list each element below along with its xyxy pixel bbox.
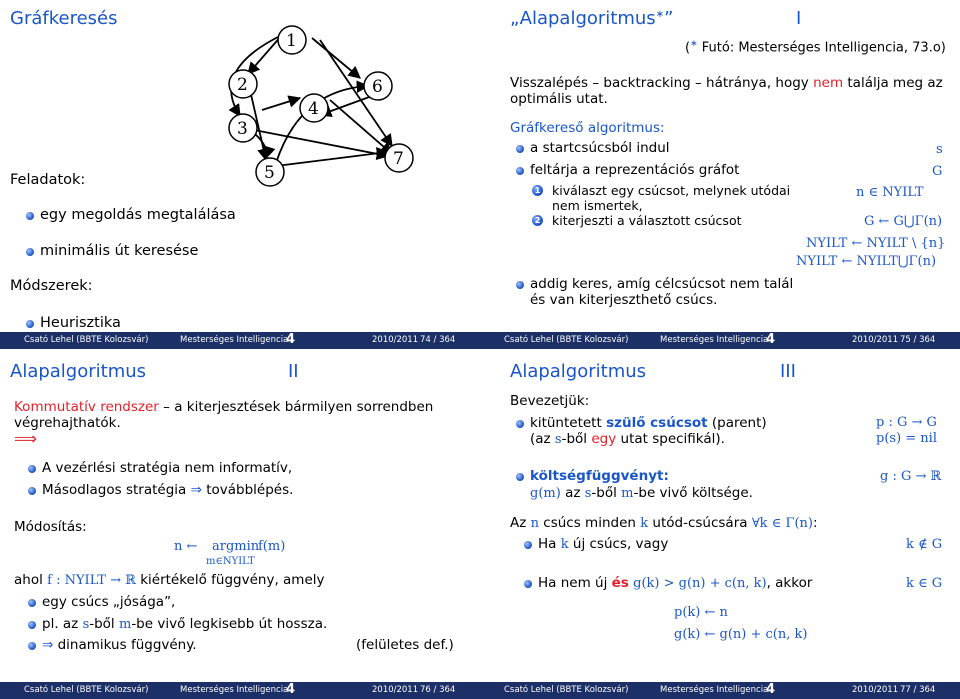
paragraph-line: végrehajthatók.: [14, 415, 121, 431]
slide-title-roman: I: [796, 8, 802, 29]
slide-title: Gráfkeresés: [10, 8, 118, 29]
footer-year: 2010/2011: [372, 335, 419, 345]
paragraph-line: Az n csúcs minden k utód-csúcsára ∀k ∈ Γ(n):: [510, 515, 818, 531]
math-expr: f(m): [258, 539, 286, 554]
bullet-icon: [26, 248, 34, 256]
math-expr: n ∈ NYILT: [856, 185, 924, 200]
footnote: (∗ Futó: Mesterséges Intelligencia, 73.o): [685, 39, 946, 56]
bullet-icon: [26, 212, 34, 220]
math-subscript: m∈NYILT: [206, 556, 255, 567]
bullet-icon: [28, 599, 36, 607]
paragraph-line: ahol f : NYILT → ℝ kiértékelő függvény, amely: [14, 572, 325, 588]
list-item: a startcsúcsból indul: [530, 140, 670, 156]
list-item: addig keres, amíg célcsúcsot nem talál: [530, 276, 794, 292]
bullet-icon: [524, 541, 532, 549]
list-item-cont: (az s-ből egy utat specifikál).: [530, 431, 725, 447]
list-item: feltárja a reprezentációs gráfot: [530, 162, 740, 178]
list-item: ⇒ dinamikus függvény.: [42, 637, 197, 653]
bullet-icon: [516, 420, 524, 428]
math-expr: argmin: [212, 539, 260, 554]
node-7: 7: [393, 149, 404, 169]
bullet-icon: [28, 621, 36, 629]
math-expr: k ∈ G: [906, 576, 943, 591]
paragraph-line: Visszalépés – backtracking – hátránya, hogy nem találja meg az: [510, 75, 943, 91]
footer-author: Csató Lehel (BBTE Kolozsvár): [24, 335, 149, 345]
math-expr: s: [936, 142, 943, 157]
list-item-cont: nem ismertek,: [552, 198, 643, 213]
bullet-icon: [28, 487, 36, 495]
math-expr: G: [932, 164, 943, 179]
list-item: Ha nem új és g(k) > g(n) + c(n, k), akkor: [538, 575, 813, 591]
paragraph-line: Kommutatív rendszer – a kiterjesztések bármilyen sorrendben: [14, 399, 434, 415]
math-expr: k ∉ G: [906, 537, 943, 552]
math-equation: g(k) ← g(n) + c(n, k): [674, 627, 808, 642]
section-label: Módosítás:: [14, 519, 87, 535]
number-badge-2: 2: [532, 215, 543, 226]
bullet-icon: [26, 320, 34, 328]
node-6: 6: [372, 77, 383, 97]
section-label: Bevezetjük:: [510, 393, 590, 409]
footer-course: Mesterséges Intelligencia: [180, 335, 289, 345]
list-item-cont: és van kiterjeszthető csúcs.: [530, 292, 718, 308]
list-item: kiválaszt egy csúcsot, melynek utódai: [552, 183, 791, 198]
bullet-icon: [516, 167, 524, 175]
list-item: egy csúcs „jósága”,: [42, 594, 176, 610]
note: (felületes def.): [356, 637, 454, 653]
slide-title-roman: II: [288, 361, 299, 382]
algorithm-heading: Gráfkereső algoritmus:: [510, 120, 665, 136]
node-4: 4: [308, 99, 319, 119]
bullet-icon: [28, 465, 36, 473]
bullet-icon: [524, 580, 532, 588]
section-label: Módszerek:: [10, 278, 93, 294]
bullet-icon: [28, 642, 36, 650]
bullet-icon: [516, 145, 524, 153]
node-1: 1: [286, 31, 297, 51]
slide-title-roman: III: [780, 361, 796, 382]
slide-footer: Csató Lehel (BBTE Kolozsvár) Mesterséges Intelligencia 4 2010/2011 77 / 364: [480, 682, 960, 699]
math-expr: g : G → ℝ: [880, 469, 942, 484]
list-item: pl. az s-ből m-be vivő legkisebb út hossza.: [42, 616, 328, 632]
slide-basic-algorithm-2: [0, 349, 480, 699]
list-item: költségfüggvényt:: [530, 468, 669, 484]
slide-title: „Alapalgoritmus∗”: [510, 8, 674, 29]
node-3: 3: [237, 119, 248, 139]
math-equation: NYILT ← NYILT \ {n}: [806, 236, 946, 251]
list-item: minimális út keresése: [40, 243, 199, 259]
number-badge-1: 1: [532, 185, 543, 196]
math-expr: n ←: [174, 539, 198, 554]
slide-title: Alapalgoritmus: [510, 361, 647, 382]
list-item: egy megoldás megtalálása: [40, 207, 236, 223]
section-label: Feladatok:: [10, 172, 86, 188]
slide-basic-algorithm-3: [480, 349, 960, 699]
list-item: Heurisztika: [40, 315, 121, 331]
list-item: kitüntetett szülő csúcsot (parent): [530, 415, 767, 431]
implies-symbol: ⟹: [14, 429, 37, 448]
list-item: kiterjeszti a választott csúcsot: [552, 213, 742, 228]
math-expr: p : G → G: [876, 415, 937, 430]
bullet-icon: [516, 473, 524, 481]
math-equation: NYILT ← NYILT⋃Γ(n): [796, 254, 937, 269]
slide-basic-algorithm-1: [480, 0, 960, 349]
list-item: A vezérlési stratégia nem informatív,: [42, 460, 293, 476]
slide-graph-search: [0, 0, 480, 349]
list-item: Ha k új csúcs, vagy: [538, 536, 669, 552]
paragraph-line: optimális utat.: [510, 91, 608, 107]
footer-page: 74 / 364: [420, 335, 456, 345]
math-equation: p(k) ← n: [674, 605, 728, 620]
slide-footer: Csató Lehel (BBTE Kolozsvár) Mesterséges Intelligencia 4 2010/2011 75 / 364: [480, 332, 960, 349]
footer-lecture-number: 4: [286, 332, 296, 347]
slide-title: Alapalgoritmus: [10, 361, 147, 382]
math-expr: G ← G⋃Γ(n): [864, 214, 943, 229]
slide-footer: [0, 332, 480, 349]
node-5: 5: [264, 163, 275, 183]
list-item: Másodlagos stratégia ⇒ továbblépés.: [42, 482, 294, 498]
slide-footer: Csató Lehel (BBTE Kolozsvár) Mesterséges Intelligencia 4 2010/2011 76 / 364: [0, 682, 480, 699]
list-item-cont: g(m) az s-ből m-be vivő költsége.: [530, 485, 753, 501]
node-2: 2: [237, 75, 248, 95]
math-expr: p(s) = nil: [876, 431, 937, 446]
bullet-icon: [516, 281, 524, 289]
